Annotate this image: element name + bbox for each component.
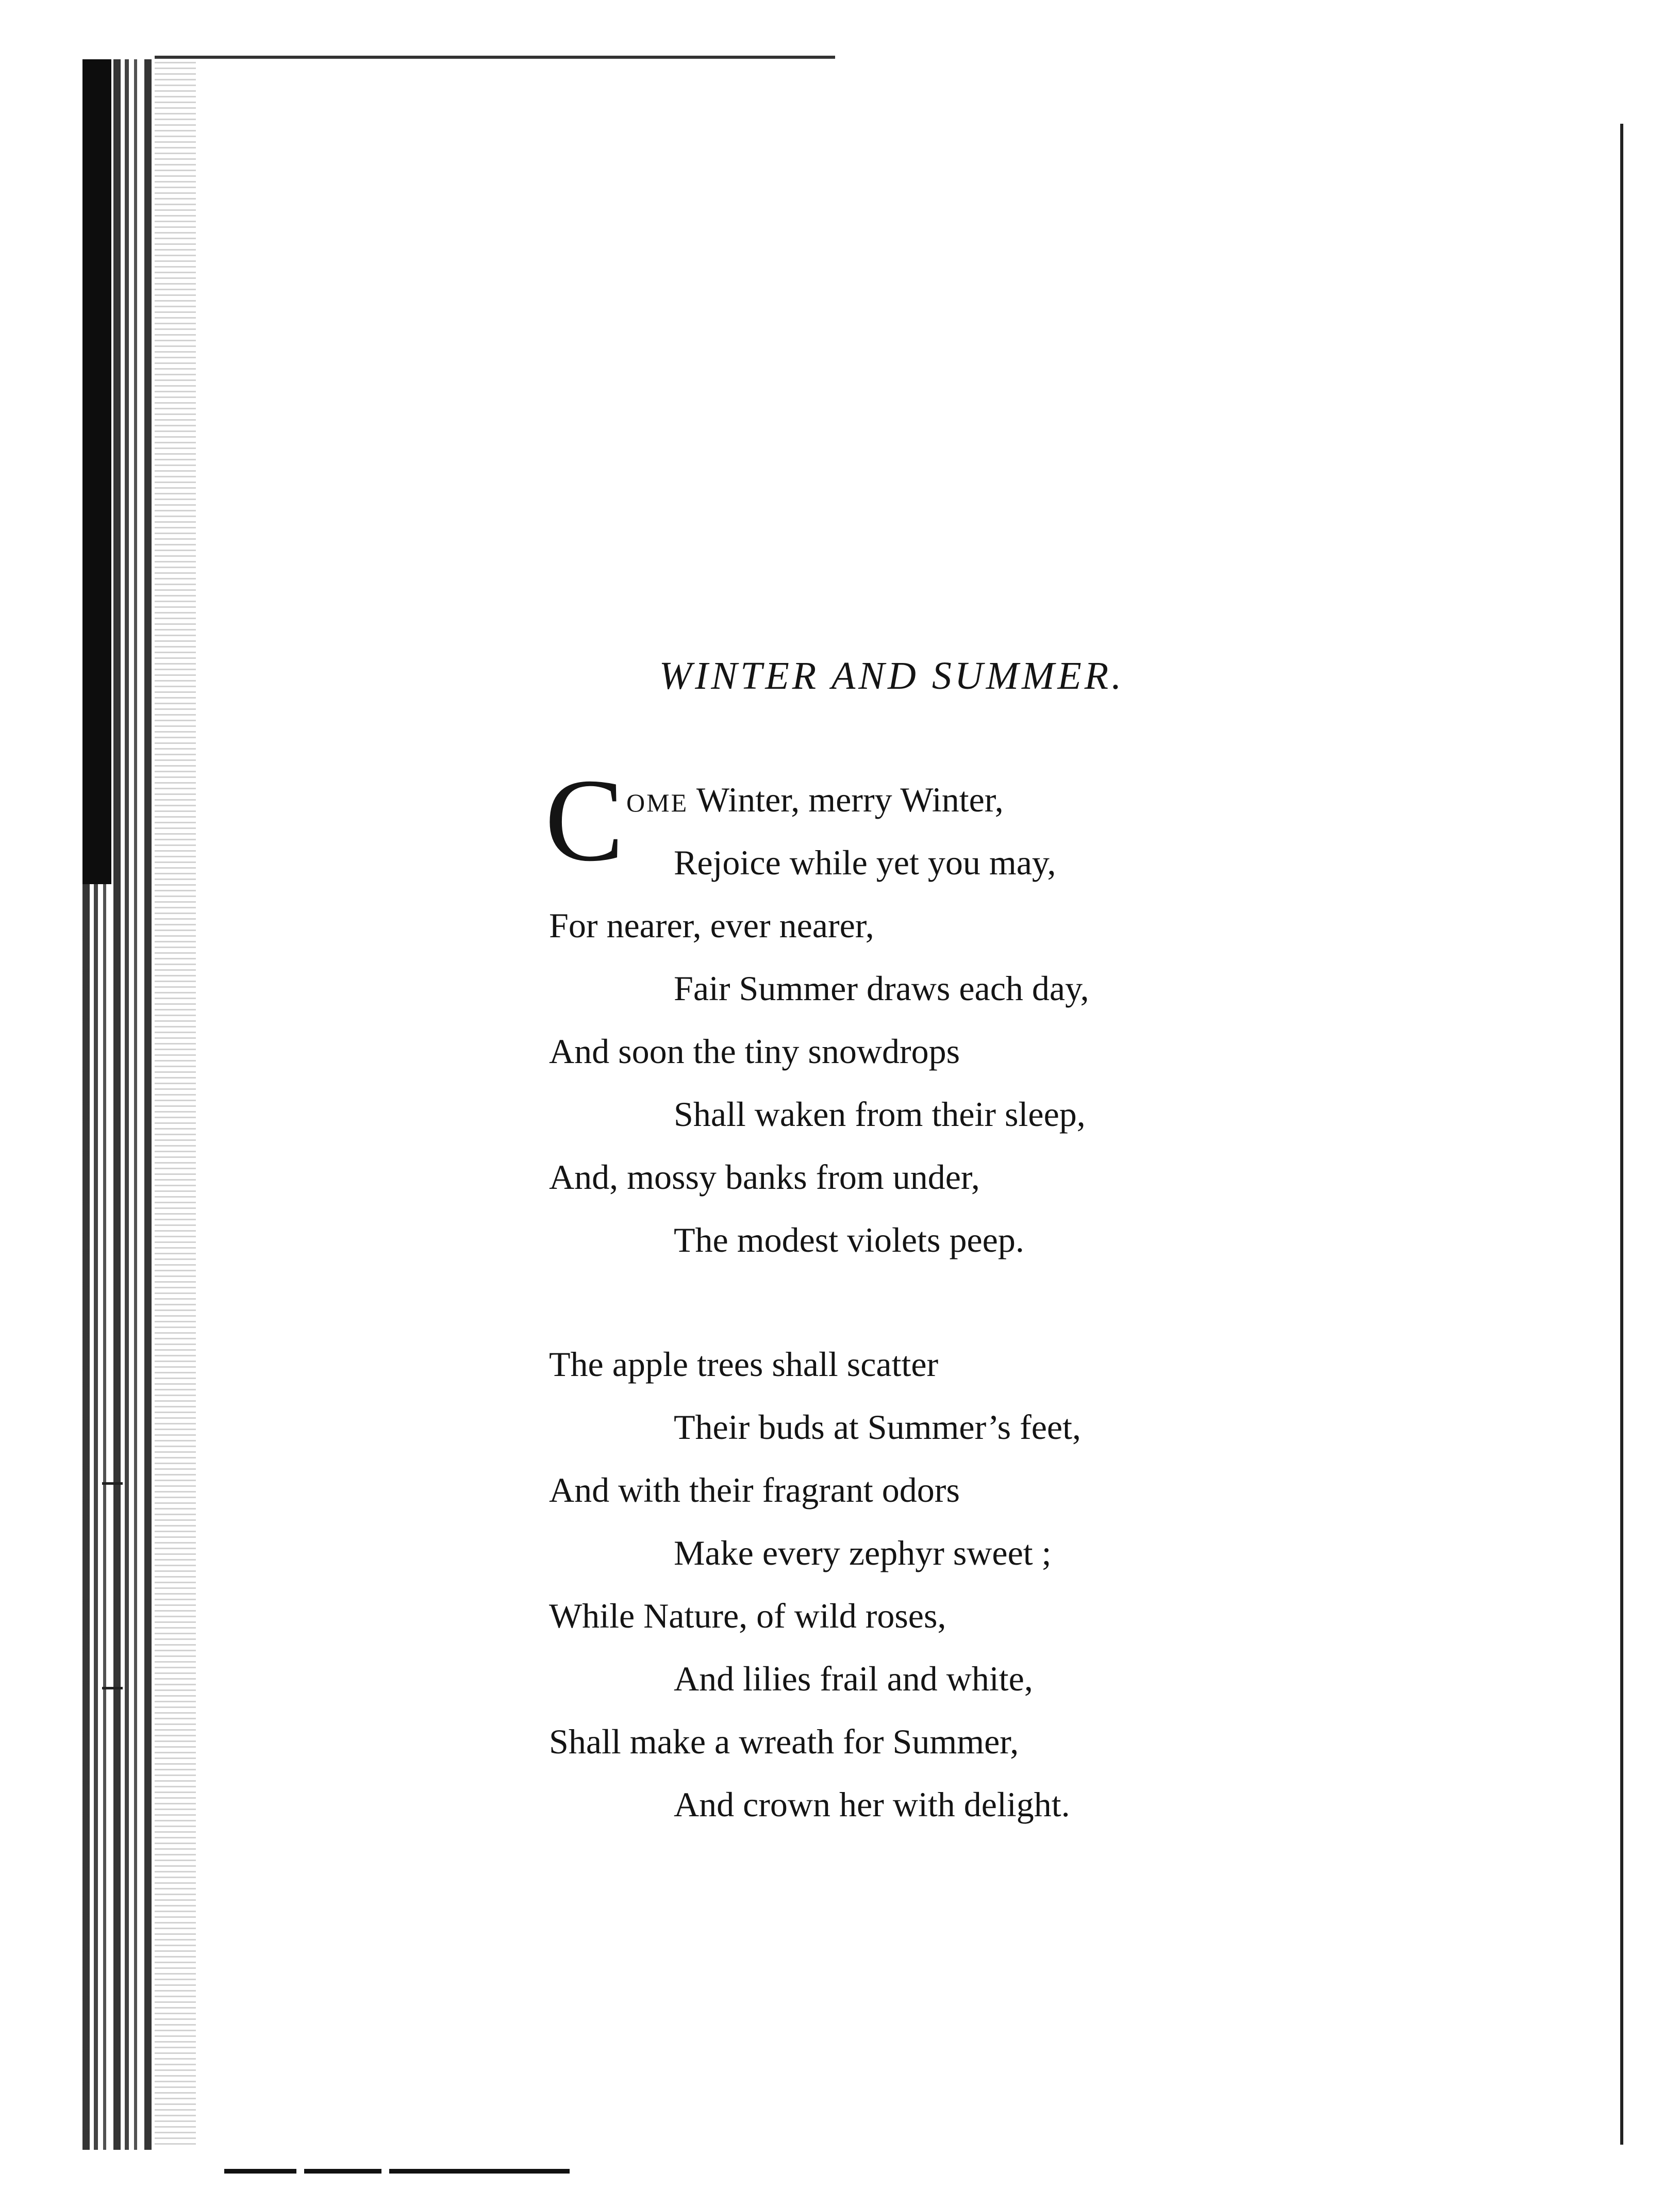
first-line-text: Winter, merry Winter, xyxy=(688,780,1004,819)
poem-line: The modest violets peep. xyxy=(674,1220,1024,1259)
poem-line: Shall make a wreath for Summer, xyxy=(549,1722,1019,1761)
poem-line: Rejoice while yet you may, xyxy=(674,843,1056,882)
poem-line: While Nature, of wild roses, xyxy=(549,1596,946,1635)
poem-line: Make every zephyr sweet ; xyxy=(674,1533,1052,1572)
poem-line: And soon the tiny snowdrops xyxy=(549,1032,960,1071)
poem-line: And with their fragrant odors xyxy=(549,1470,960,1510)
stanza-2 xyxy=(549,1333,1081,1836)
right-border-rule xyxy=(1620,124,1623,2145)
bottom-dash xyxy=(304,2169,381,2174)
small-caps-text: OME xyxy=(626,788,689,817)
edge-tick xyxy=(102,1482,123,1485)
poem-title: WINTER AND SUMMER. xyxy=(659,654,1125,698)
edge-tick xyxy=(102,1687,123,1689)
poem-line: Fair Summer draws each day, xyxy=(674,969,1089,1008)
bottom-dash xyxy=(389,2169,570,2174)
poem-line: For nearer, ever nearer, xyxy=(549,906,874,945)
page-edge-noise xyxy=(155,62,196,2145)
poem-line: And, mossy banks from under, xyxy=(549,1157,980,1197)
book-spine-shadow xyxy=(82,59,111,884)
stanza-1 xyxy=(545,754,1089,1271)
poem-line: And crown her with delight. xyxy=(674,1785,1070,1824)
poem-line: Their buds at Summer’s feet, xyxy=(674,1407,1082,1447)
bottom-dash xyxy=(224,2169,296,2174)
poem-line: And lilies frail and white, xyxy=(674,1659,1033,1698)
poem-line: Shall waken from their sleep, xyxy=(674,1095,1086,1134)
top-border-rule xyxy=(155,56,835,59)
drop-cap: C xyxy=(545,754,624,886)
poem-line: The apple trees shall scatter xyxy=(549,1345,939,1384)
